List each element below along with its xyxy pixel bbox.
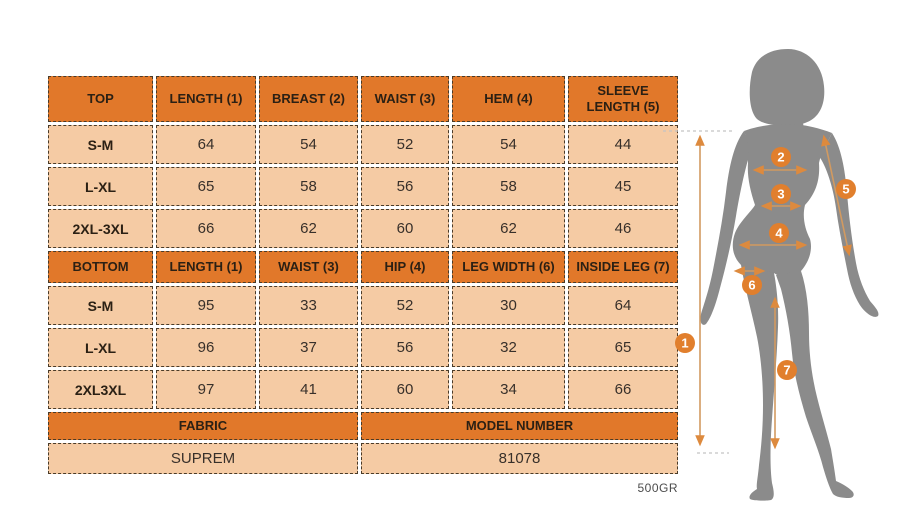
svg-text:4: 4 (775, 225, 783, 241)
measurement-value: 30 (452, 286, 565, 325)
model-number-value: 81078 (361, 443, 678, 474)
marker-4 (769, 223, 789, 243)
measurement-value: 62 (259, 209, 358, 248)
measurement-value: 46 (568, 209, 678, 248)
measurement-value: 52 (361, 286, 449, 325)
measurement-value: 65 (156, 167, 256, 206)
size-label: S-M (48, 125, 153, 164)
footer-header-row (48, 412, 678, 440)
size-chart (45, 73, 678, 477)
measurement-value: 34 (452, 370, 565, 409)
column-header: LENGTH (1) (156, 76, 256, 122)
column-header: BREAST (2) (259, 76, 358, 122)
column-header: LEG WIDTH (6) (452, 251, 565, 283)
guide-lines (663, 131, 733, 453)
table-row (48, 370, 678, 409)
column-header: HEM (4) (452, 76, 565, 122)
marker-2 (771, 147, 791, 167)
measurement-value: 32 (452, 328, 565, 367)
marker-1 (675, 333, 695, 353)
table-row (48, 125, 678, 164)
measurement-value: 56 (361, 328, 449, 367)
svg-text:7: 7 (783, 362, 791, 378)
measurement-value: 66 (568, 370, 678, 409)
measurement-value: 58 (259, 167, 358, 206)
size-label: 2XL-3XL (48, 209, 153, 248)
measurement-value: 64 (156, 125, 256, 164)
svg-text:6: 6 (748, 277, 756, 293)
measurement-value: 56 (361, 167, 449, 206)
fabric-header: FABRIC (48, 412, 358, 440)
measurement-value: 33 (259, 286, 358, 325)
table-row (48, 209, 678, 248)
measurement-value: 97 (156, 370, 256, 409)
marker-7 (777, 360, 797, 380)
top-section-label: TOP (48, 76, 153, 122)
size-label: L-XL (48, 167, 153, 206)
column-header: WAIST (3) (259, 251, 358, 283)
measurement-value: 65 (568, 328, 678, 367)
size-chart-table (45, 73, 681, 477)
measurement-value: 37 (259, 328, 358, 367)
measurement-value: 95 (156, 286, 256, 325)
measurement-value: 62 (452, 209, 565, 248)
weight-note: 500GR (637, 481, 678, 495)
bottom-header-row (48, 251, 678, 283)
column-header: HIP (4) (361, 251, 449, 283)
measurement-value: 96 (156, 328, 256, 367)
marker-6 (742, 275, 762, 295)
svg-text:5: 5 (842, 181, 850, 197)
table-row (48, 286, 678, 325)
bottom-section-label: BOTTOM (48, 251, 153, 283)
top-header-row (48, 76, 678, 122)
measurement-value: 45 (568, 167, 678, 206)
footer-value-row (48, 443, 678, 474)
measurement-value: 60 (361, 209, 449, 248)
svg-text:3: 3 (777, 186, 785, 202)
measurement-value: 58 (452, 167, 565, 206)
measurement-value: 52 (361, 125, 449, 164)
column-header: LENGTH (1) (156, 251, 256, 283)
model-number-header: MODEL NUMBER (361, 412, 678, 440)
measurement-value: 44 (568, 125, 678, 164)
size-label: L-XL (48, 328, 153, 367)
female-silhouette-icon (700, 49, 878, 501)
table-row (48, 167, 678, 206)
measurement-figure (655, 20, 895, 515)
measurement-value: 54 (452, 125, 565, 164)
column-header: INSIDE LEG (7) (568, 251, 678, 283)
measurement-value: 60 (361, 370, 449, 409)
size-label: S-M (48, 286, 153, 325)
size-label: 2XL3XL (48, 370, 153, 409)
fabric-value: SUPREM (48, 443, 358, 474)
measurement-value: 41 (259, 370, 358, 409)
column-header: WAIST (3) (361, 76, 449, 122)
marker-5 (836, 179, 856, 199)
measurement-value: 66 (156, 209, 256, 248)
table-row (48, 328, 678, 367)
measurement-value: 54 (259, 125, 358, 164)
svg-text:2: 2 (777, 149, 785, 165)
measurement-value: 64 (568, 286, 678, 325)
svg-text:1: 1 (681, 335, 689, 351)
marker-3 (771, 184, 791, 204)
column-header: SLEEVE LENGTH (5) (568, 76, 678, 122)
